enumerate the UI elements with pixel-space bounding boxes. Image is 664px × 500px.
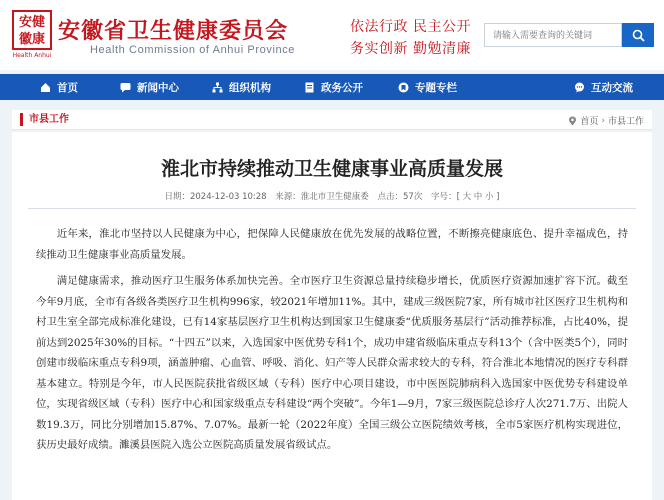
site-header <box>0 0 664 70</box>
nav-item-org[interactable] <box>212 74 271 100</box>
site-subtitle-en: Health Commission of Anhui Province <box>90 44 296 56</box>
font-size-label: 字号： <box>431 192 457 202</box>
nav-label: 组织机构 <box>229 81 271 94</box>
article-meta <box>12 190 652 202</box>
article <box>12 132 652 500</box>
nav-label: 新闻中心 <box>137 81 179 94</box>
article-paragraph: 满足健康需求，推动医疗卫生服务体系加快完善。全市医疗卫生资源总量持续稳步增长，优质医疗资源加速扩容下沉。截至今年9月底，全市有各级各类医疗卫生机构996家，较2021年增加11%。其中，建成三级医院7家，所有城市社区医疗卫生机构和村卫生室全部完成标准化建设，已有14家基层医疗卫生机构达到国家卫生健康委“优质服务基层行”活动推荐标准，占比40%，提前达到2025年30%的目标。“十四五”以来，入选国家中医优势专科1个，成功申建省级临床重点专科13个（含中医类5个），同时创建市级临床重点专科9项，涵盖肿瘤、心血管、呼吸、消化、妇产等人民群众需求较大的专科，符合淮北本地情况的医疗专科群基本建立。特别是今年，市人民医院获批省级区域（专科）医疗中心项目建设，市中医医院肺病科入选国家中医优势专科建设单位，实现省级区域（专科）医疗中心和国家级重点专科建设“两个突破”。今年1—9月，7家三级医院总诊疗人次271.7万、出院人数19.3万，同比分别增加15.87%、7.07%。最新一轮（2022年度）全国三级公立医院绩效考核，全市5家医疗机构实现进位，获历史最好成绩。濉溪县医院入选公立医院高质量发展省级试点。 <box>36 275 628 451</box>
main-nav <box>0 74 664 100</box>
slogan-line2: 务实创新 勤勉清廉 <box>350 41 471 57</box>
search-button[interactable] <box>622 23 654 47</box>
breadcrumb-separator: › <box>601 115 605 126</box>
breadcrumb-section-link[interactable]: 市县工作 <box>607 117 644 127</box>
site-title[interactable]: 安徽省卫生健康委员会 <box>58 19 289 44</box>
search-icon <box>632 29 645 42</box>
nav-item-topics[interactable] <box>398 74 457 100</box>
article-source: 来源：淮北市卫生健康委 <box>275 192 369 202</box>
logo-emblem: 安健 徽康 <box>12 10 52 50</box>
nav-label: 首页 <box>57 81 78 94</box>
home-icon <box>40 82 51 93</box>
breadcrumb-bar <box>12 110 652 130</box>
nav-item-home[interactable] <box>40 74 78 100</box>
breadcrumb <box>568 114 644 127</box>
nav-item-news[interactable] <box>120 74 179 100</box>
slogan-line1: 依法行政 民主公开 <box>350 19 471 35</box>
logo-caption: Health Anhui <box>12 52 52 59</box>
nav-label: 政务公开 <box>321 81 363 94</box>
font-size-toggle[interactable]: [ 大 中 小 ] <box>456 192 500 202</box>
article-paragraph: 近年来，淮北市坚持以人民健康为中心，把保障人民健康放在优先发展的战略位置，不断擦亮健康底色、提升幸福成色，持续推动卫生健康事业高质量发展。 <box>36 228 628 261</box>
location-icon <box>568 116 577 126</box>
article-title: 淮北市持续推动卫生健康事业高质量发展 <box>160 158 503 180</box>
site-logo[interactable] <box>12 10 52 62</box>
divider <box>28 208 636 209</box>
article-date: 日期：2024-12-03 10:28 <box>164 192 267 202</box>
article-views: 点击：57次 <box>377 192 423 202</box>
section-title: 市县工作 <box>20 113 69 126</box>
org-icon <box>212 82 223 93</box>
nav-item-gov-open[interactable] <box>304 74 363 100</box>
doc-icon <box>304 82 315 93</box>
article-body <box>36 224 628 462</box>
chat-icon <box>120 82 131 93</box>
message-icon <box>574 82 585 93</box>
nav-label: 专题专栏 <box>415 81 457 94</box>
nav-label: 互动交流 <box>591 81 633 94</box>
search-box <box>484 23 654 47</box>
breadcrumb-home-link[interactable]: 首页 <box>580 117 599 127</box>
nav-item-interaction[interactable] <box>574 74 633 100</box>
search-input[interactable] <box>484 23 622 47</box>
bookmark-icon <box>398 82 409 93</box>
